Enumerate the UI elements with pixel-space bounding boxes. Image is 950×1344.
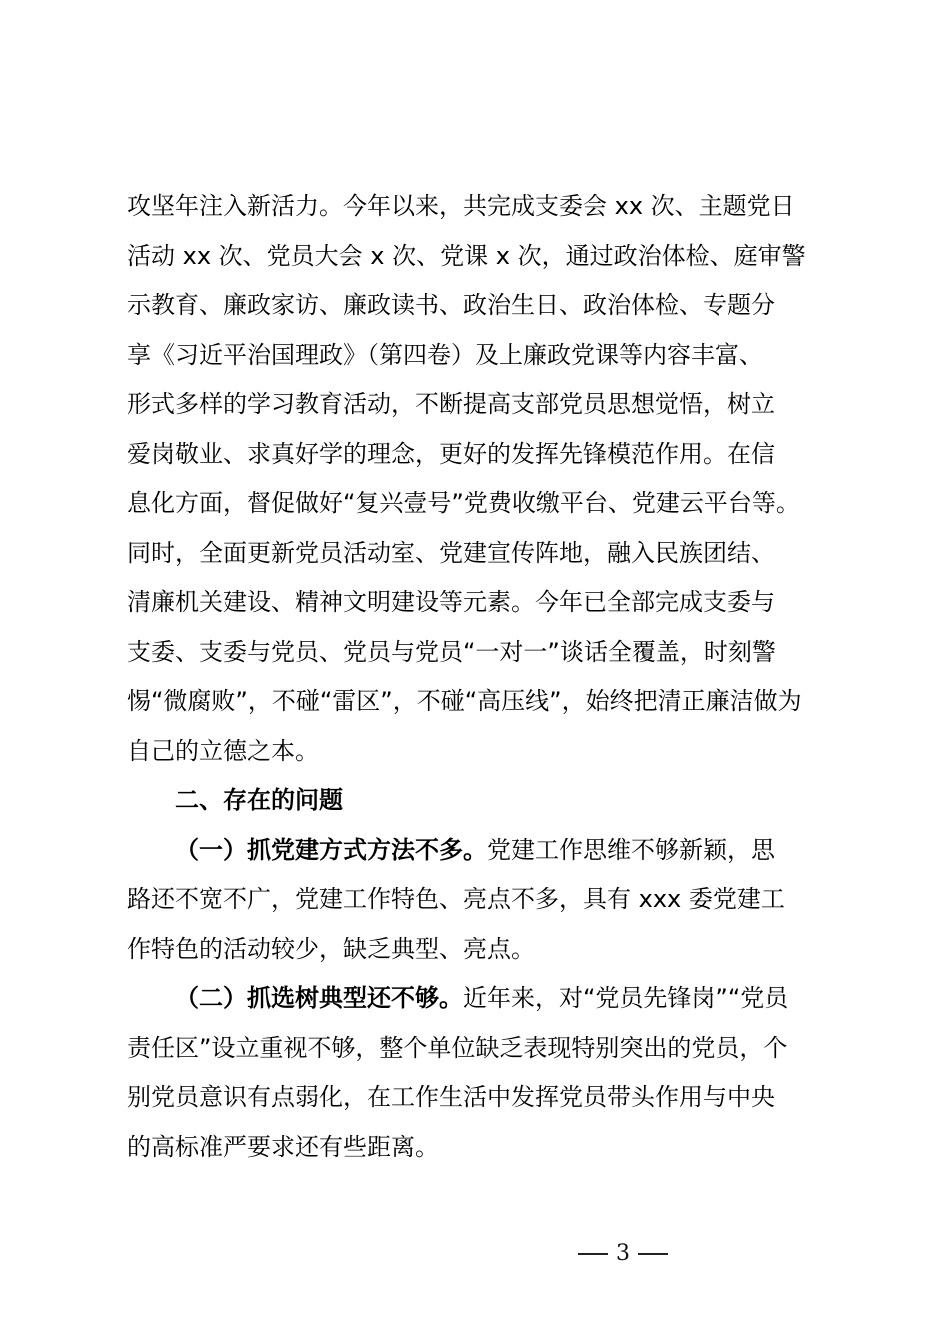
problem-item-2	[127, 974, 835, 1172]
text-line: 的高标准严要求还有些距离。	[127, 1132, 439, 1161]
section-heading: 二、存在的问题	[175, 786, 343, 814]
page-number-dash-right	[638, 1253, 668, 1255]
document-body	[127, 182, 835, 1172]
text-line	[127, 974, 835, 1024]
paragraph-1	[127, 182, 835, 776]
text-line: 示教育、廉政家访、廉政读书、政治生日、政治体检、专题分	[127, 291, 775, 319]
item-text: 近年来，对“党员先锋岗”“党员	[463, 984, 789, 1012]
problem-item-1	[127, 826, 835, 975]
text-line: 享《习近平治国理政》（第四卷）及上廉政党课等内容丰富、	[127, 340, 763, 369]
item-title: （二）抓选树典型还不够。	[175, 984, 463, 1012]
text-line: 同时，全面更新党员活动室、党建宣传阵地，融入民族团结、	[127, 538, 775, 567]
text-line: 攻坚年注入新活力。今年以来，共完成支委会 xx 次、主题党日	[127, 192, 795, 220]
text-line: 路还不宽不广，党建工作特色、亮点不多，具有 xxx 委党建工	[127, 885, 785, 913]
item-title: （一）抓党建方式方法不多。	[175, 835, 487, 864]
text-line: 自己的立德之本。	[127, 736, 319, 765]
item-text: 党建工作思维不够新颖，思	[487, 835, 775, 864]
text-line: 爱岗敬业、求真好学的理念，更好的发挥先锋模范作用。在信	[127, 439, 775, 468]
page-number-dash-left	[578, 1253, 608, 1255]
text-line: 息化方面，督促做好“复兴壹号”党费收缴平台、党建云平台等。	[127, 489, 800, 517]
text-line: 惕“微腐败”，不碰“雷区”，不碰“高压线”，始终把清正廉洁做为	[127, 687, 802, 715]
text-line: 支委、支委与党员、党员与党员“一对一”谈话全覆盖，时刻警	[127, 637, 776, 666]
page-number	[0, 1239, 950, 1269]
text-line: 责任区”设立重视不够，整个单位缺乏表现特别突出的党员，个	[127, 1033, 788, 1062]
text-line: 清廉机关建设、精神文明建设等元素。今年已全部完成支委与	[127, 588, 775, 616]
text-line: 别党员意识有点弱化，在工作生活中发挥党员带头作用与中央	[127, 1083, 775, 1111]
text-line: 活动 xx 次、党员大会 x 次、党课 x 次，通过政治体检、庭审警	[127, 241, 806, 270]
text-line: 形式多样的学习教育活动，不断提高支部党员思想觉悟，树立	[127, 390, 775, 418]
text-line: 作特色的活动较少，缺乏典型、亮点。	[127, 934, 535, 963]
page-number-value: 3	[616, 1241, 630, 1266]
text-line	[127, 826, 835, 876]
